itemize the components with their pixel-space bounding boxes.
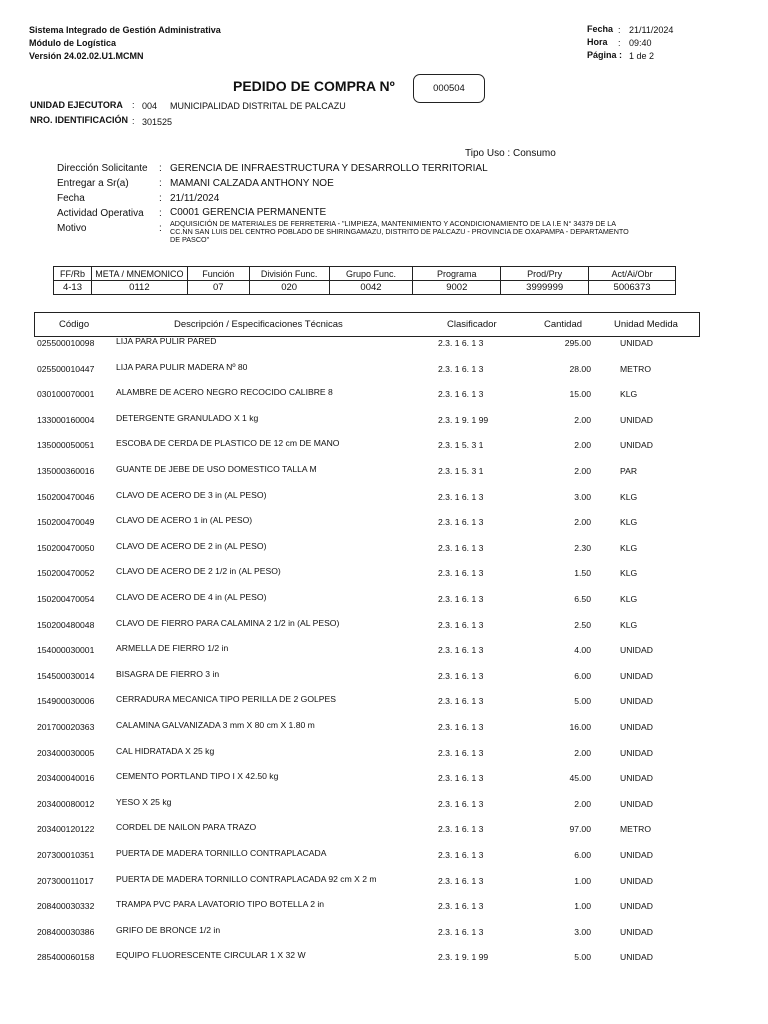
item-code: 208400030332 — [37, 901, 95, 912]
item-unidad: UNIDAD — [620, 338, 653, 348]
item-clasificador: 2.3. 1 6. 1 3 — [438, 798, 484, 809]
budget-header-row — [54, 267, 676, 281]
table-row — [0, 874, 768, 900]
item-clasificador: 2.3. 1 6. 1 3 — [438, 363, 484, 374]
actividad-value: C0001 GERENCIA PERMANENTE — [170, 207, 327, 218]
item-description: PUERTA DE MADERA TORNILLO CONTRAPLACADA — [116, 848, 327, 858]
table-row — [0, 566, 768, 592]
hora-value: 09:40 — [629, 38, 652, 48]
item-clasificador: 2.3. 1 6. 1 3 — [438, 491, 484, 502]
item-code: 150200480048 — [37, 619, 95, 630]
table-row — [0, 387, 768, 413]
item-description: CLAVO DE ACERO DE 3 in (AL PESO) — [116, 489, 267, 500]
header-descripcion: Descripción / Especificaciones Técnicas — [174, 319, 343, 330]
item-clasificador: 2.3. 1 9. 1 99 — [438, 952, 489, 963]
item-cantidad: 1.50 — [574, 568, 591, 579]
item-unidad: KLG — [620, 542, 638, 553]
item-code: 207300011017 — [37, 875, 94, 886]
direccion-value: GERENCIA DE INFRAESTRUCTURA Y DESARROLLO TERRITORIAL — [170, 163, 488, 174]
item-clasificador: 2.3. 1 6. 1 3 — [438, 338, 484, 348]
item-cantidad: 6.50 — [574, 594, 591, 604]
item-unidad: UNIDAD — [620, 747, 653, 758]
item-description: BISAGRA DE FIERRO 3 in — [116, 668, 220, 679]
table-row — [0, 643, 768, 669]
item-unidad: UNIDAD — [620, 901, 653, 912]
direccion-label: Dirección Solicitante — [57, 163, 148, 174]
item-cantidad: 4.00 — [574, 645, 591, 656]
item-description: CLAVO DE FIERRO PARA CALAMINA 2 1/2 in (AL PESO) — [116, 617, 340, 628]
colon-2: : — [159, 178, 162, 189]
table-row — [0, 438, 768, 464]
table-row — [0, 515, 768, 541]
version-label: Versión 24.02.02.U1.MCMN — [29, 51, 144, 61]
item-cantidad: 16.00 — [569, 722, 591, 732]
unidad-label: UNIDAD EJECUTORA — [30, 100, 123, 110]
item-code: 133000160004 — [37, 414, 95, 425]
item-code: 135000360016 — [37, 466, 95, 476]
item-clasificador: 2.3. 1 6. 1 3 — [438, 568, 484, 579]
item-unidad: KLG — [620, 568, 638, 579]
unidad-name: MUNICIPALIDAD DISTRITAL DE PALCAZU — [170, 101, 346, 111]
item-cantidad: 6.00 — [574, 670, 591, 681]
budget-header-programa: Programa — [413, 267, 501, 281]
budget-header-meta: META / MNEMONICO — [91, 267, 187, 281]
budget-header-ff: FF/Rb — [54, 267, 92, 281]
item-clasificador: 2.3. 1 6. 1 3 — [438, 824, 484, 835]
item-unidad: METRO — [620, 363, 652, 374]
item-unidad: UNIDAD — [620, 798, 653, 809]
item-code: 207300010351 — [37, 850, 95, 860]
item-clasificador: 2.3. 1 6. 1 3 — [438, 670, 484, 681]
item-description: GUANTE DE JEBE DE USO DOMESTICO TALLA M — [116, 464, 317, 474]
item-cantidad: 2.30 — [574, 542, 591, 553]
budget-value-meta: 0112 — [91, 281, 187, 295]
item-unidad: UNIDAD — [620, 722, 653, 732]
item-description: CALAMINA GALVANIZADA 3 mm X 80 cm X 1.80 m — [116, 720, 315, 730]
item-unidad: KLG — [620, 389, 638, 400]
item-cantidad: 2.00 — [574, 798, 591, 809]
item-cantidad: 97.00 — [569, 824, 591, 835]
item-code: 208400030386 — [37, 926, 95, 937]
table-row — [0, 464, 768, 490]
table-row — [0, 541, 768, 567]
item-clasificador: 2.3. 1 6. 1 3 — [438, 517, 484, 528]
item-cantidad: 2.00 — [574, 466, 591, 476]
item-unidad: METRO — [620, 824, 652, 835]
nro-id-sep: : — [132, 116, 135, 126]
tipo-uso: Tipo Uso : Consumo — [465, 148, 556, 159]
item-cantidad: 2.00 — [574, 747, 591, 758]
item-cantidad: 3.00 — [574, 491, 591, 502]
table-row — [0, 822, 768, 848]
item-unidad: UNIDAD — [620, 926, 653, 937]
colon-3: : — [159, 193, 162, 204]
item-cantidad: 2.00 — [574, 414, 591, 425]
motivo-line-1: ADQUISICIÓN DE MATERIALES DE FERRETERIA - "LIMPIEZA, MANTENIMIENTO Y ACONDICIONAMIENTO DE LA I.E N° 34379 DE LA — [170, 219, 617, 228]
table-row — [0, 925, 768, 951]
item-description: CORDEL DE NAILON PARA TRAZO — [116, 822, 257, 833]
item-description: CLAVO DE ACERO 1 in (AL PESO) — [116, 515, 253, 526]
item-unidad: KLG — [620, 491, 638, 502]
item-description: GRIFO DE BRONCE 1/2 in — [116, 924, 221, 935]
table-row — [0, 618, 768, 644]
header-clasificador: Clasificador — [447, 319, 497, 330]
item-description: TRAMPA PVC PARA LAVATORIO TIPO BOTELLA 2 in — [116, 899, 325, 910]
nro-id-label: NRO. IDENTIFICACIÓN — [30, 115, 128, 125]
item-description: CERRADURA MECANICA TIPO PERILLA DE 2 GOLPES — [116, 694, 337, 705]
budget-value-programa: 9002 — [413, 281, 501, 295]
actividad-label: Actividad Operativa — [57, 208, 144, 219]
fecha-sep: : — [618, 25, 621, 35]
item-description: PUERTA DE MADERA TORNILLO CONTRAPLACADA 92 cm X 2 m — [116, 873, 377, 884]
entregar-label: Entregar a Sr(a) — [57, 178, 129, 189]
budget-header-division: División Func. — [249, 267, 329, 281]
hora-label: Hora — [587, 37, 608, 47]
colon-1: : — [159, 163, 162, 174]
item-clasificador: 2.3. 1 6. 1 3 — [438, 619, 484, 630]
item-unidad: UNIDAD — [620, 850, 653, 860]
item-clasificador: 2.3. 1 6. 1 3 — [438, 542, 484, 553]
item-description: ESCOBA DE CERDA DE PLASTICO DE 12 cm DE MANO — [116, 438, 340, 449]
budget-header-grupo: Grupo Func. — [329, 267, 413, 281]
table-row — [0, 490, 768, 516]
item-description: CLAVO DE ACERO DE 2 1/2 in (AL PESO) — [116, 566, 281, 577]
item-cantidad: 295.00 — [564, 338, 591, 348]
item-clasificador: 2.3. 1 6. 1 3 — [438, 773, 484, 784]
item-unidad: UNIDAD — [620, 773, 653, 784]
item-cantidad: 6.00 — [574, 850, 591, 860]
table-row — [0, 669, 768, 695]
header-codigo: Código — [59, 319, 90, 330]
item-clasificador: 2.3. 1 6. 1 3 — [438, 747, 484, 758]
pagina-label: Página : — [587, 50, 623, 60]
item-cantidad: 3.00 — [574, 926, 591, 937]
item-code: 150200470049 — [37, 517, 95, 528]
motivo-label: Motivo — [57, 223, 87, 234]
table-row — [0, 336, 768, 362]
item-description: CLAVO DE ACERO DE 2 in (AL PESO) — [116, 540, 267, 551]
item-cantidad: 2.50 — [574, 619, 591, 630]
item-clasificador: 2.3. 1 6. 1 3 — [438, 926, 484, 937]
fecha-info-label: Fecha — [57, 193, 85, 204]
budget-value-prod: 3999999 — [501, 281, 589, 295]
unidad-sep: : — [132, 100, 135, 110]
item-cantidad: 1.00 — [574, 901, 591, 912]
hora-sep: : — [618, 38, 621, 48]
item-description: ALAMBRE DE ACERO NEGRO RECOCIDO CALIBRE 8 — [116, 387, 333, 398]
item-unidad: UNIDAD — [620, 414, 653, 425]
table-row — [0, 899, 768, 925]
item-clasificador: 2.3. 1 9. 1 99 — [438, 414, 489, 425]
item-description: DETERGENTE GRANULADO X 1 kg — [116, 412, 259, 423]
motivo-line-2: CC.NN SAN LUIS DEL CENTRO POBLADO DE SHIRINGAMAZU, DISTRITO DE PALCAZU - PROVINCIA DE OXAPAMPA - DEPARTAMENTO — [170, 227, 629, 236]
table-row — [0, 720, 768, 746]
fecha-info-value: 21/11/2024 — [170, 193, 220, 204]
item-code: 135000050051 — [37, 440, 95, 451]
item-code: 150200470050 — [37, 542, 95, 553]
item-description: CLAVO DE ACERO DE 4 in (AL PESO) — [116, 592, 267, 602]
item-unidad: UNIDAD — [620, 670, 653, 681]
module-name: Módulo de Logística — [29, 38, 116, 48]
table-row — [0, 694, 768, 720]
item-cantidad: 2.00 — [574, 517, 591, 528]
header-unidad: Unidad Medida — [614, 319, 678, 330]
item-cantidad: 28.00 — [569, 363, 591, 374]
item-code: 154900030006 — [37, 696, 95, 707]
item-clasificador: 2.3. 1 6. 1 3 — [438, 696, 484, 707]
table-row — [0, 848, 768, 874]
item-cantidad: 45.00 — [569, 773, 591, 784]
items-table-header — [34, 312, 700, 337]
item-unidad: KLG — [620, 619, 638, 630]
budget-header-act: Act/Ai/Obr — [589, 267, 676, 281]
item-unidad: KLG — [620, 517, 638, 528]
item-cantidad: 5.00 — [574, 952, 591, 963]
item-code: 025500010098 — [37, 338, 95, 348]
table-row — [0, 746, 768, 772]
order-number-box — [413, 74, 485, 103]
budget-value-grupo: 0042 — [329, 281, 413, 295]
table-row — [0, 362, 768, 388]
fecha-value: 21/11/2024 — [629, 25, 674, 35]
entregar-value: MAMANI CALZADA ANTHONY NOE — [170, 178, 334, 189]
budget-header-prod: Prod/Pry — [501, 267, 589, 281]
item-clasificador: 2.3. 1 5. 3 1 — [438, 440, 484, 451]
item-code: 203400040016 — [37, 773, 95, 784]
order-number: 000504 — [433, 83, 465, 94]
item-unidad: UNIDAD — [620, 952, 653, 963]
item-description: LIJA PARA PULIR PARED — [116, 336, 217, 346]
table-row — [0, 413, 768, 439]
budget-value-funcion: 07 — [187, 281, 249, 295]
budget-value-row — [54, 281, 676, 295]
item-code: 030100070001 — [37, 389, 95, 400]
item-description: CAL HIDRATADA X 25 kg — [116, 745, 215, 756]
item-description: ARMELLA DE FIERRO 1/2 in — [116, 643, 229, 654]
item-description: LIJA PARA PULIR MADERA Nº 80 — [116, 361, 248, 372]
item-code: 150200470052 — [37, 568, 95, 579]
item-clasificador: 2.3. 1 6. 1 3 — [438, 722, 484, 732]
item-clasificador: 2.3. 1 6. 1 3 — [438, 645, 484, 656]
item-clasificador: 2.3. 1 6. 1 3 — [438, 594, 484, 604]
item-code: 154500030014 — [37, 670, 95, 681]
item-code: 285400060158 — [37, 952, 95, 963]
colon-4: : — [159, 208, 162, 219]
table-row — [0, 797, 768, 823]
nro-id-value: 301525 — [142, 117, 173, 127]
item-code: 150200470046 — [37, 491, 95, 502]
colon-5: : — [159, 223, 162, 234]
item-code: 203400080012 — [37, 798, 95, 809]
item-unidad: UNIDAD — [620, 875, 653, 886]
budget-value-act: 5006373 — [589, 281, 676, 295]
item-description: EQUIPO FLUORESCENTE CIRCULAR 1 X 32 W — [116, 950, 306, 961]
item-clasificador: 2.3. 1 6. 1 3 — [438, 875, 484, 886]
pagina-value: 1 de 2 — [629, 51, 655, 61]
item-cantidad: 15.00 — [569, 389, 591, 400]
item-clasificador: 2.3. 1 6. 1 3 — [438, 850, 484, 860]
item-unidad: UNIDAD — [620, 440, 653, 451]
item-clasificador: 2.3. 1 6. 1 3 — [438, 389, 484, 400]
item-cantidad: 1.00 — [574, 875, 591, 886]
table-row — [0, 592, 768, 618]
item-unidad: PAR — [620, 466, 638, 476]
budget-header-funcion: Función — [187, 267, 249, 281]
budget-table — [53, 266, 676, 295]
item-clasificador: 2.3. 1 5. 3 1 — [438, 466, 484, 476]
item-code: 203400120122 — [37, 824, 95, 835]
item-code: 150200470054 — [37, 594, 95, 604]
item-code: 201700020363 — [37, 722, 95, 732]
item-clasificador: 2.3. 1 6. 1 3 — [438, 901, 484, 912]
table-row — [0, 950, 768, 976]
item-unidad: UNIDAD — [620, 696, 653, 707]
item-cantidad: 5.00 — [574, 696, 591, 707]
motivo-line-3: DE PASCO" — [170, 235, 210, 244]
item-code: 025500010447 — [37, 363, 95, 374]
item-cantidad: 2.00 — [574, 440, 591, 451]
unidad-code: 004 — [142, 101, 158, 111]
item-description: YESO X 25 kg — [116, 796, 172, 807]
item-code: 203400030005 — [37, 747, 95, 758]
document-title: PEDIDO DE COMPRA Nº — [233, 78, 395, 94]
system-name: Sistema Integrado de Gestión Administrativa — [29, 25, 221, 35]
item-code: 154000030001 — [37, 645, 95, 656]
header-cantidad: Cantidad — [544, 319, 583, 330]
table-row — [0, 771, 768, 797]
fecha-label: Fecha — [587, 24, 614, 34]
item-unidad: UNIDAD — [620, 645, 653, 656]
item-unidad: KLG — [620, 594, 638, 604]
budget-value-ff: 4-13 — [54, 281, 92, 295]
item-description: CEMENTO PORTLAND TIPO I X 42.50 kg — [116, 771, 279, 782]
budget-value-division: 020 — [249, 281, 329, 295]
